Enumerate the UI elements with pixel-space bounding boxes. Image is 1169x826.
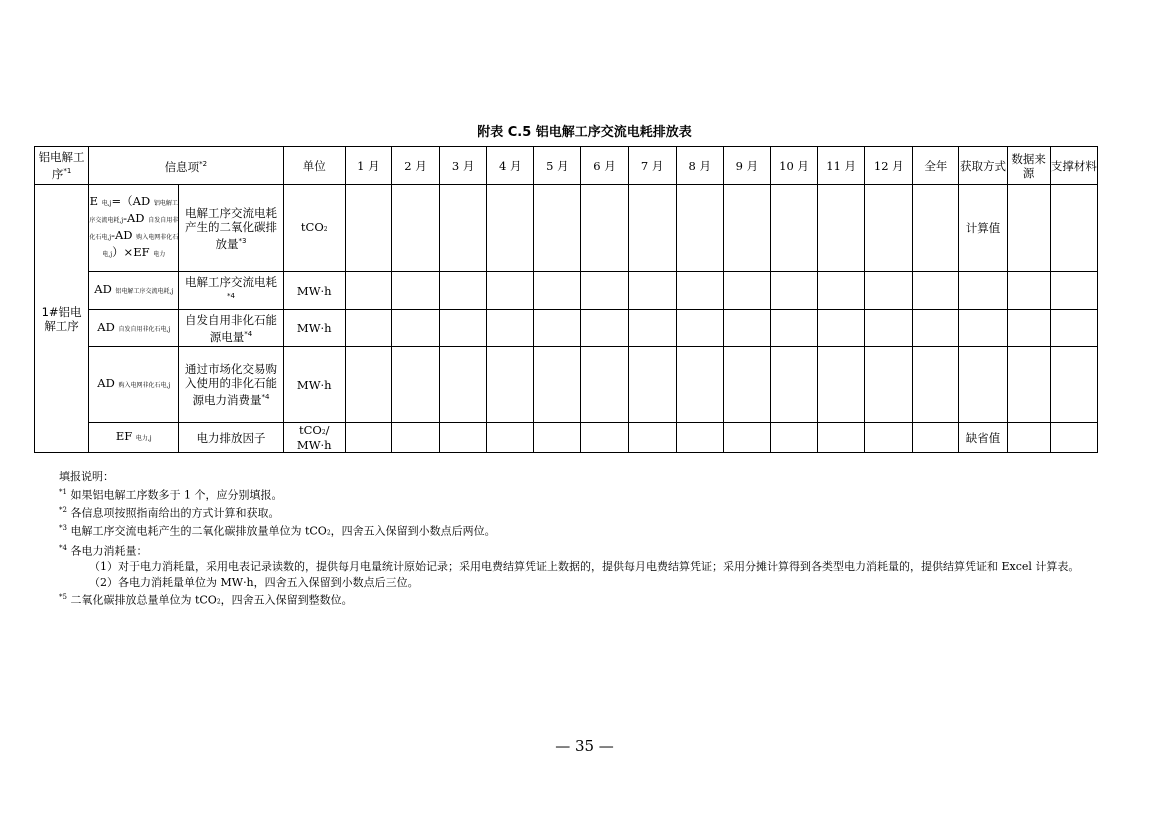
method-cell: 计算值 — [959, 185, 1007, 272]
ef-desc: 电力排放因子 — [179, 423, 283, 453]
table-row — [35, 272, 1098, 310]
ef-label: EF 电力,j — [89, 423, 179, 453]
header-row — [35, 147, 1098, 185]
header-year: 全年 — [913, 147, 959, 185]
method-cell: 缺省值 — [959, 423, 1007, 453]
header-month: 8 月 — [676, 147, 723, 185]
header-month: 7 月 — [628, 147, 676, 185]
ad-desc: 通过市场化交易购入使用的非化石能源电力消费量$^{*4}$ — [179, 347, 283, 423]
process-name: 1#铝电解工序 — [35, 185, 89, 453]
header-source: 数据来源 — [1007, 147, 1050, 185]
note-1: $^{*1}$ 如果铝电解工序数多于 1 个，应分别填报。 — [59, 487, 283, 502]
header-month: 2 月 — [391, 147, 439, 185]
ad-unit: MW·h — [283, 347, 345, 423]
header-method: 获取方式 — [959, 147, 1007, 185]
ad-unit: MW·h — [283, 272, 345, 310]
note-4b: （2）各电力消耗量单位为 MW·h，四舍五入保留到小数点后三位。 — [89, 575, 419, 589]
table-row — [35, 347, 1098, 423]
note-5: $^{*5}$ 二氧化碳排放总量单位为 tCO2，四舍五入保留到整数位。 — [59, 593, 353, 607]
ef-unit: tCO2/ MW·h — [283, 423, 345, 453]
header-month: 6 月 — [581, 147, 628, 185]
table-row — [35, 423, 1098, 453]
note-4: $^{*4}$ 各电力消耗量： — [59, 543, 148, 558]
note-4a: （1）对于电力消耗量，采用电表记录读数的，提供每月电量统计原始记录；采用电费结算凭证上数据的，提供每月电费结算凭证；采用分摊计算得到各类型电力消耗量的，提供结算凭证和 Excel 计算表。 — [89, 560, 1080, 574]
header-month: 11 月 — [818, 147, 865, 185]
ad-desc: 自发自用非化石能源电量$^{*4}$ — [179, 310, 283, 347]
emission-desc: 电解工序交流电耗产生的二氧化碳排放量$^{*3}$ — [179, 185, 283, 272]
header-unit: 单位 — [283, 147, 345, 185]
note-2: $^{*2}$ 各信息项按照指南给出的方式计算和获取。 — [59, 505, 280, 520]
header-process: 铝电解工序$^{*1}$ — [35, 147, 89, 185]
ad-label: AD 购入电网非化石电,j — [89, 347, 179, 423]
emission-unit: tCO2 — [283, 185, 345, 272]
header-month: 1 月 — [345, 147, 391, 185]
ad-desc: 电解工序交流电耗$^{*4}$ — [179, 272, 283, 310]
emission-table — [34, 146, 1098, 453]
page-number: — 35 — — [555, 737, 614, 755]
header-month: 12 月 — [865, 147, 913, 185]
header-info: 信息项$^{*2}$ — [89, 147, 284, 185]
note-3: $^{*3}$ 电解工序交流电耗产生的二氧化碳排放量单位为 tCO2，四舍五入保留到小数点后两位。 — [59, 523, 496, 538]
ad-label: AD 自发自用非化石电,j — [89, 310, 179, 347]
header-month: 10 月 — [770, 147, 817, 185]
table-row — [35, 310, 1098, 347]
header-month: 9 月 — [723, 147, 770, 185]
header-support: 支撑材料 — [1050, 147, 1097, 185]
ad-unit: MW·h — [283, 310, 345, 347]
table-title: 附表 C.5 铝电解工序交流电耗排放表 — [477, 125, 692, 140]
emission-formula: E 电,j=（AD 铝电解工序交流电耗,j-AD 自发自用非化石电,j-AD 购入电网非化石电,j）×EF 电力 — [89, 185, 179, 272]
notes-heading: 填报说明： — [59, 470, 114, 483]
header-month: 5 月 — [534, 147, 581, 185]
fill-instructions — [59, 469, 1089, 610]
header-month: 3 月 — [440, 147, 487, 185]
header-month: 4 月 — [487, 147, 534, 185]
ad-label: AD 铝电解工序交流电耗,j — [89, 272, 179, 310]
table-row — [35, 185, 1098, 272]
